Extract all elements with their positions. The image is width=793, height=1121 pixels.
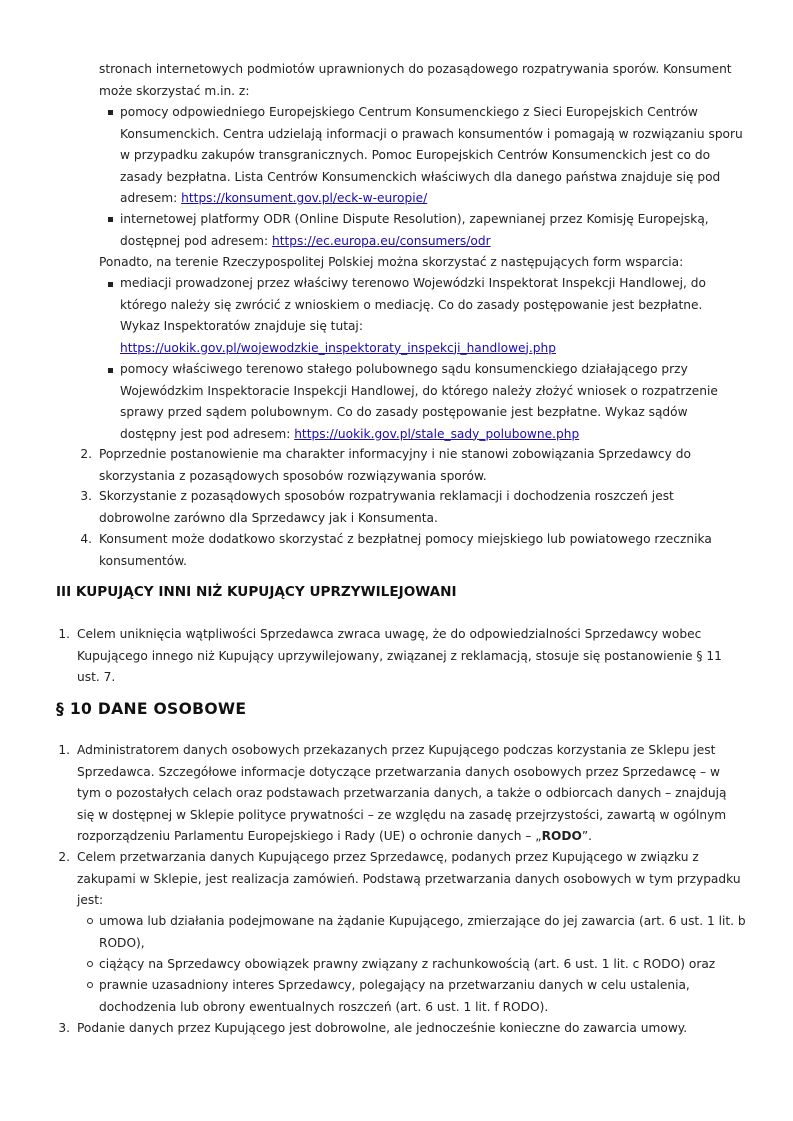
intro-paragraph — [99, 59, 732, 102]
numbered-item — [99, 486, 674, 529]
text-line — [77, 826, 726, 848]
text-line: Konsumenckich. Centra udzielają informacji o prawach konsumentów i pomagają w rozwiązaniu sporu — [120, 126, 743, 141]
link-prefix: dostępny jest pod adresem: — [120, 426, 295, 441]
text-line: Celem uniknięcia wątpliwości Sprzedawca zwraca uwagę, że do odpowiedzialności Sprzedawcy wobec — [77, 627, 702, 641]
text-line: w przypadku zakupów transgranicznych. Pomoc Europejskich Centrów Konsumenckich jest co do — [120, 148, 711, 162]
text-line: może skorzystać m.in. z: — [99, 83, 250, 98]
eck-link[interactable]: https://konsument.gov.pl/eck-w-europie/ — [181, 191, 428, 205]
bullet-marker — [108, 110, 113, 115]
list-number: 4. — [80, 532, 92, 546]
text-line: Ponadto, na terenie Rzeczypospolitej Polskiej można skorzystać z następujących form wsparcia: — [99, 255, 684, 269]
circle-bullet-marker — [87, 918, 93, 924]
text-line: stronach internetowych podmiotów uprawnionych do pozasądowego rozpatrywania sporów. Konsument — [99, 62, 732, 76]
text-line: Kupującego innego niż Kupujący uprzywilejowany, związanej z reklamacją, stosuje się postanowienie § 11 — [77, 648, 722, 663]
sub-list-item — [99, 911, 746, 954]
text-line: Wojewódzkim Inspektoracie Inspekcji Handlowej, do którego należy złożyć wniosek o rozpatrzenie — [120, 383, 718, 398]
text-line: tym o pozostałych celach oraz podstawach przetwarzania danych, a także o odbiorcach danych – znajdują — [77, 786, 727, 800]
text-line: skorzystania z pozasądowych sposobów rozwiązywania sporów. — [99, 468, 487, 483]
text-line: Skorzystanie z pozasądowych sposobów rozpatrywania reklamacji i dochodzenia roszczeń jest — [99, 489, 674, 503]
bullet-marker — [108, 217, 113, 222]
text-line: prawnie uzasadniony interes Sprzedawcy, polegający na przetwarzaniu danych w celu ustalenia, — [99, 978, 690, 992]
list-number: 2. — [58, 850, 70, 864]
list-item — [120, 359, 718, 445]
list-item — [120, 273, 706, 359]
numbered-item — [99, 444, 691, 487]
numbered-item — [77, 740, 726, 848]
text-line: sprawy przed sądem polubownym. Co do zasady postępowanie jest bezpłatne. Wykaz sądów — [120, 405, 688, 419]
text-line: dochodzenia lub obrony ewentualnych roszczeń (art. 6 ust. 1 lit. f RODO). — [99, 999, 549, 1014]
circle-bullet-marker — [87, 982, 93, 988]
section-heading-iii: III KUPUJĄCY INNI NIŻ KUPUJĄCY UPRZYWILEJOWANI — [56, 584, 457, 600]
text-line: RODO), — [99, 935, 145, 950]
text-line: pomocy właściwego terenowo stałego polubownego sądu konsumenckiego działającego przy — [120, 362, 688, 376]
text-line: którego należy się zwrócić z wnioskiem o mediację. Co do zasady postępowanie jest bezpłatne. — [120, 297, 703, 312]
circle-bullet-marker — [87, 961, 93, 967]
bullet-marker — [108, 368, 113, 373]
text-line: Sprzedawca. Szczegółowe informacje dotyczące przetwarzania danych osobowych przez Sprzedawcę – w — [77, 764, 720, 779]
rodo-bold: RODO — [541, 829, 582, 843]
text-line: internetowej platformy ODR (Online Dispute Resolution), zapewnianej przez Komisję Europejską, — [120, 212, 709, 226]
list-item — [120, 102, 743, 210]
list-number: 3. — [80, 489, 92, 503]
text-line: umowa lub działania podejmowane na żądanie Kupującego, zmierzające do jej zawarcia (art. 6 ust. 1 lit. b — [99, 914, 746, 928]
link-prefix: adresem: — [120, 191, 182, 205]
text-line — [120, 188, 743, 210]
list-number: 1. — [58, 627, 70, 641]
list-number: 3. — [58, 1021, 70, 1035]
text-span: ”. — [581, 829, 593, 843]
sub-list-item — [99, 954, 715, 976]
text-line: konsumentów. — [99, 553, 187, 568]
text-line — [120, 424, 718, 446]
numbered-item — [77, 847, 741, 912]
text-line: Celem przetwarzania danych Kupującego przez Sprzedawcę, podanych przez Kupującego w związku z — [77, 850, 699, 864]
bullet-marker — [108, 282, 113, 287]
numbered-item — [77, 1018, 687, 1040]
text-line: Konsument może dodatkowo skorzystać z bezpłatnej pomocy miejskiego lub powiatowego rzecznika — [99, 532, 712, 546]
text-line: Administratorem danych osobowych przekazanych przez Kupującego podczas korzystania ze Sklepu jest — [77, 743, 716, 757]
text-line: jest: — [77, 893, 104, 907]
text-line: mediacji prowadzonej przez właściwy terenowo Wojewódzki Inspektorat Inspekcji Handlowej, do — [120, 276, 706, 290]
text-line: ust. 7. — [77, 670, 116, 684]
text-line: Poprzednie postanowienie ma charakter informacyjny i nie stanowi zobowiązania Sprzedawcy do — [99, 447, 691, 461]
text-line: Wykaz Inspektoratów znajduje się tutaj: — [120, 319, 363, 333]
numbered-item — [99, 529, 712, 572]
text-span: rozporządzeniu Parlamentu Europejskiego i Rady (UE) o ochronie danych – „ — [77, 829, 542, 843]
text-line: pomocy odpowiedniego Europejskiego Centrum Konsumenckiego z Sieci Europejskich Centrów — [120, 105, 698, 119]
text-line — [120, 338, 706, 360]
text-line: zasady bezpłatna. Lista Centrów Konsumenckich właściwych dla danego państwa znajduje się pod — [120, 169, 721, 184]
sub-list-item — [99, 975, 690, 1018]
list-number: 1. — [58, 743, 70, 757]
text-line: ciążący na Sprzedawcy obowiązek prawny związany z rachunkowością (art. 6 ust. 1 lit. c RODO) oraz — [99, 957, 716, 971]
text-line — [120, 231, 709, 253]
numbered-item — [77, 624, 722, 689]
text-line: dobrowolne zarówno dla Sprzedawcy jak i Konsumenta. — [99, 510, 438, 525]
link-prefix: dostępnej pod adresem: — [120, 233, 272, 248]
sady-link[interactable]: https://uokik.gov.pl/stale_sady_polubowne.php — [294, 426, 580, 441]
list-number: 2. — [80, 447, 92, 461]
section-heading-10: § 10 DANE OSOBOWE — [56, 700, 247, 718]
inspektoraty-link[interactable]: https://uokik.gov.pl/wojewodzkie_inspektoraty_inspekcji_handlowej.php — [120, 340, 556, 355]
text-line: się w dostępnej w Sklepie polityce prywatności – ze względu na zasadę przejrzystości, zawartą w ogólnym — [77, 807, 727, 822]
odr-link[interactable]: https://ec.europa.eu/consumers/odr — [272, 233, 491, 248]
text-line: zakupami w Sklepie, jest realizacja zamówień. Podstawą przetwarzania danych osobowych w tym przypadku — [77, 871, 741, 886]
text-line: Podanie danych przez Kupującego jest dobrowolne, ale jednocześnie konieczne do zawarcia umowy. — [77, 1021, 688, 1035]
support-paragraph — [99, 252, 683, 274]
list-item — [120, 209, 709, 252]
